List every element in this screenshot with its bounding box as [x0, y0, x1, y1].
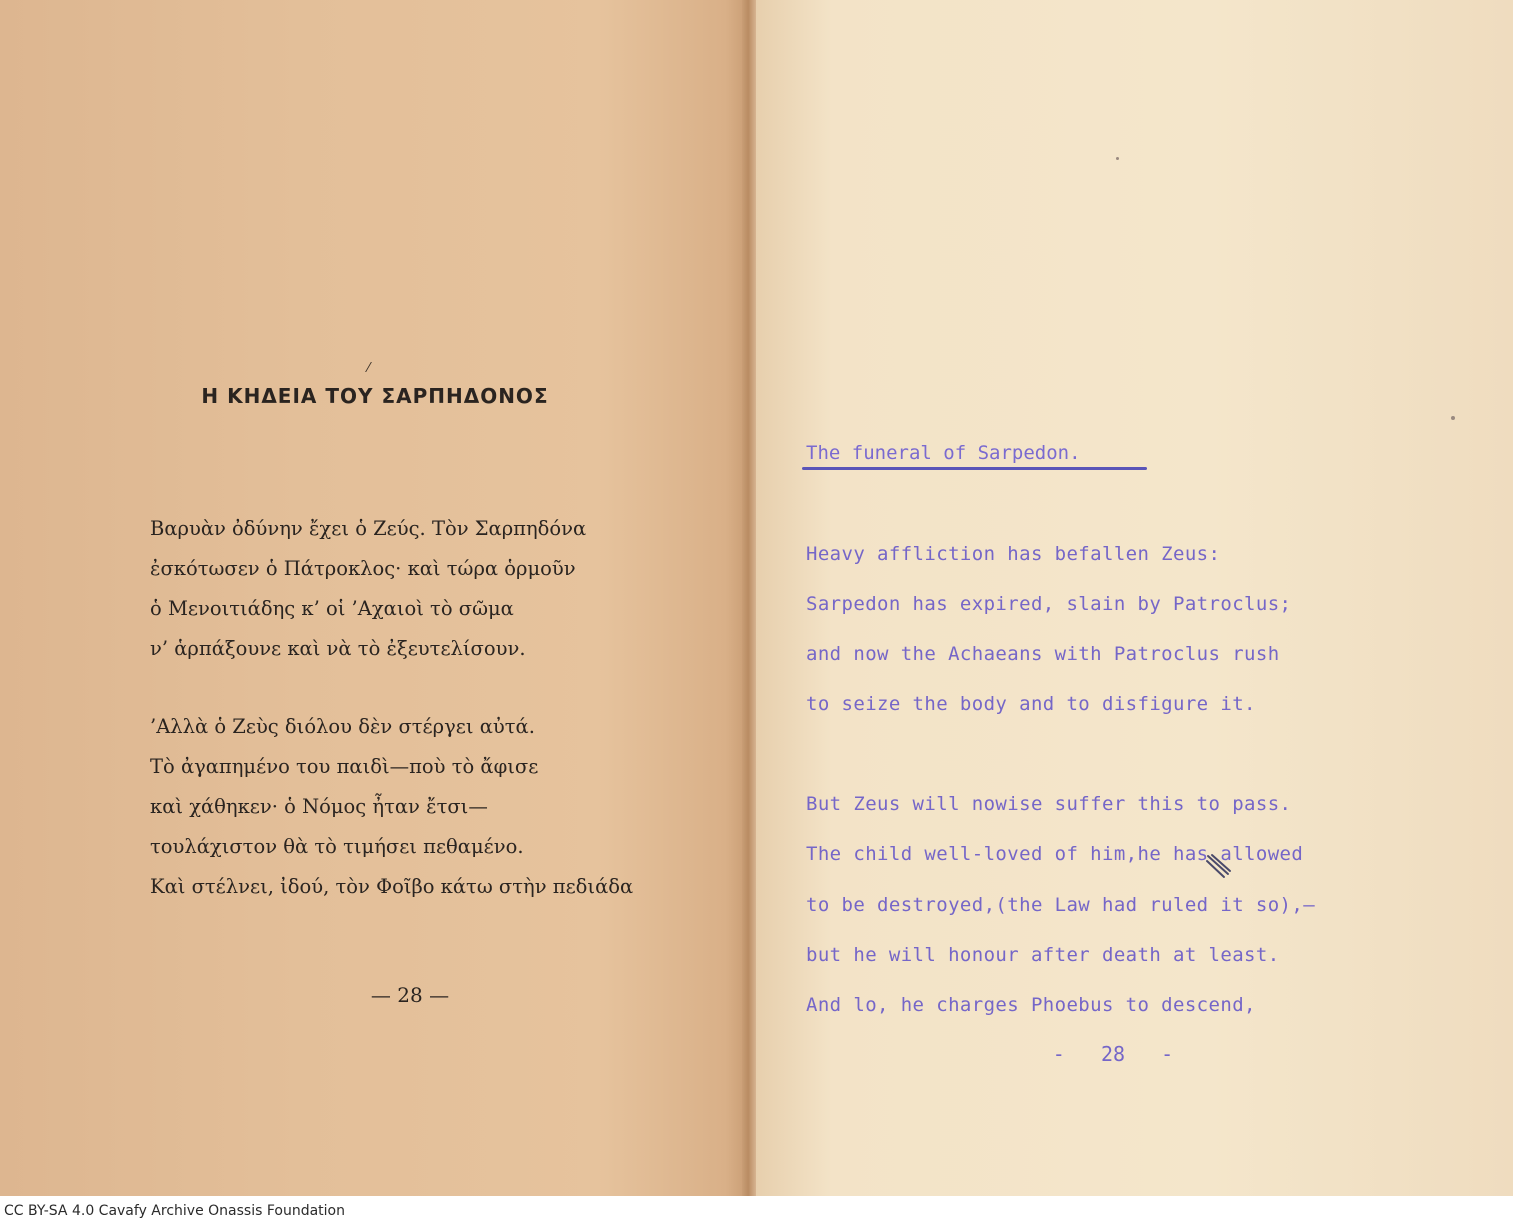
pen-strikeout-mark [1204, 852, 1232, 880]
footer-bar [0, 1196, 1513, 1230]
paper-speck [1116, 157, 1119, 160]
handwritten-accent-mark [365, 362, 380, 372]
english-verse-line: but he will honour after death at least. [806, 944, 1280, 966]
paper-speck [1451, 416, 1455, 420]
english-verse-line: Heavy affliction has befallen Zeus: [806, 543, 1221, 565]
greek-verse-line: Καὶ στέλνει, ἰδού, τὸν Φοῖβο κάτω στὴν πεδιάδα [150, 875, 634, 898]
title-underline [802, 467, 1147, 470]
book-gutter [742, 0, 756, 1196]
english-verse-line: to seize the body and to disfigure it. [806, 693, 1256, 715]
left-page [0, 0, 748, 1196]
greek-page-number: — 28 — [370, 983, 450, 1007]
english-verse-line: to be destroyed,(the Law had ruled it so),— [806, 894, 1316, 916]
greek-verse-line: Τὸ ἀγαπημένο του παιδὶ—ποὺ τὸ ἄφισε [150, 755, 539, 778]
greek-verse-line: ν’ ἁρπάξουνε καὶ νὰ τὸ ἐξευτελίσουν. [150, 637, 526, 660]
english-verse-line: and now the Achaeans with Patroclus rush [806, 643, 1280, 665]
greek-verse-line: Βαρυὰν ὀδύνην ἔχει ὁ Ζεύς. Τὸν Σαρπηδόνα [150, 517, 587, 540]
greek-verse-line: τουλάχιστον θὰ τὸ τιμήσει πεθαμένο. [150, 835, 524, 858]
english-verse-line: But Zeus will nowise suffer this to pass. [806, 793, 1292, 815]
license-credit: CC BY-SA 4.0 Cavafy Archive Onassis Foundation [4, 1203, 345, 1219]
greek-verse-line: ’Αλλὰ ὁ Ζεὺς διόλου δὲν στέργει αὐτά. [150, 715, 535, 738]
english-verse-line: The child well-loved of him,he has allowed [806, 843, 1304, 865]
english-page-number: - 28 - [1052, 1042, 1174, 1066]
greek-poem-title: Η ΚΗΔΕΙΑ ΤΟΥ ΣΑΡΠΗΔΟΝΟΣ [201, 384, 549, 408]
english-poem-title: The funeral of Sarpedon. [806, 442, 1081, 464]
greek-verse-line: καὶ χάθηκεν· ὁ Νόμος ἦταν ἔτσι— [150, 795, 488, 818]
greek-verse-line: ὁ Μενοιτιάδης κ’ οἱ ’Αχαιοὶ τὸ σῶμα [150, 597, 514, 620]
english-verse-line: And lo, he charges Phoebus to descend, [806, 994, 1256, 1016]
english-verse-line: Sarpedon has expired, slain by Patroclus; [806, 593, 1292, 615]
greek-verse-line: ἐσκότωσεν ὁ Πάτροκλος· καὶ τώρα ὁρμοῦν [150, 557, 576, 580]
